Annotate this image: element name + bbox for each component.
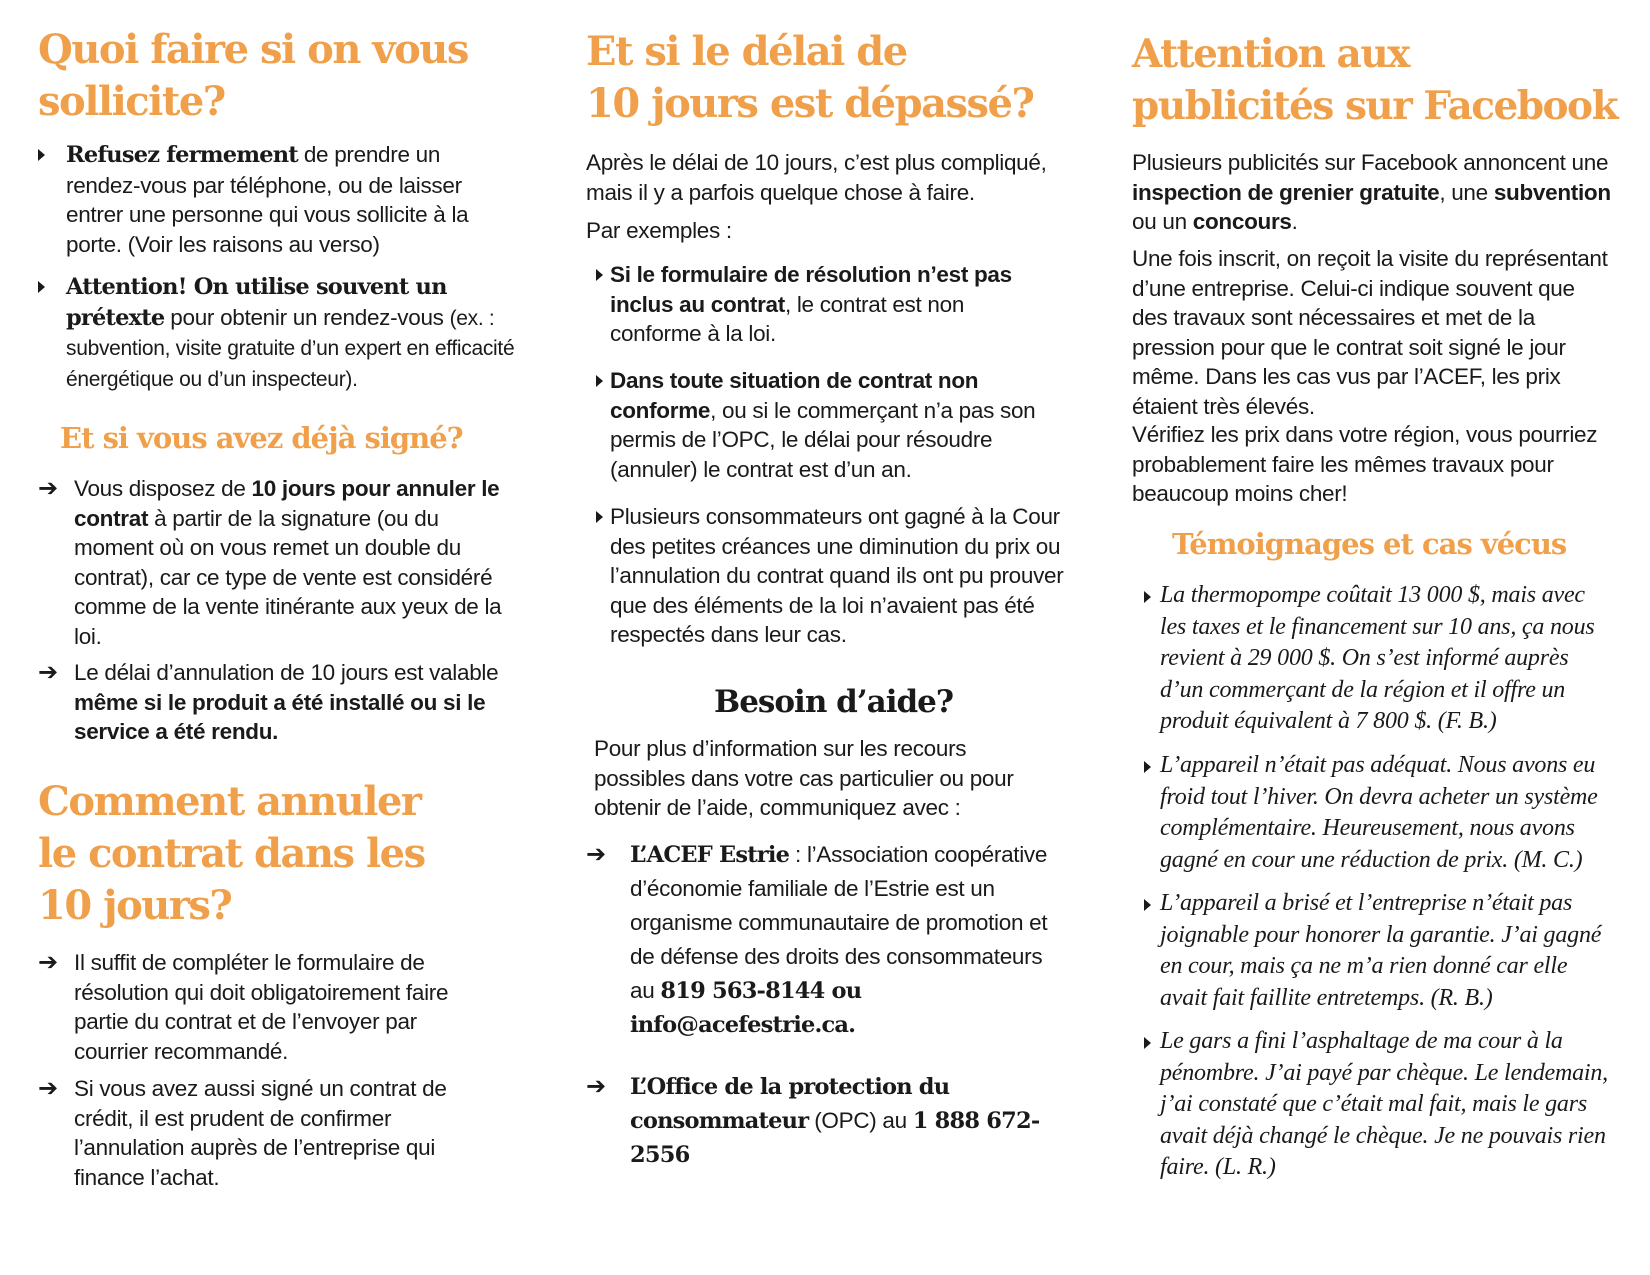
triangle-bullet-icon [38,281,45,293]
arrow-bullet-icon: ➔ [38,948,59,976]
arrow-bullet-icon: ➔ [38,474,59,502]
triangle-bullet-icon [1144,761,1151,773]
intro-text: Après le délai de 10 jours, c’est plus compliqué, mais il y a parfois quelque chose à faire. [586,150,1047,205]
help-title: Besoin d’aide? [714,684,954,720]
solicit-title: Quoi faire si on vous sollicite? [38,26,468,125]
help-intro: Pour plus d’information sur les recours possibles dans votre cas particulier ou pour obtenir de l’aide, communiquez avec : [594,736,1014,820]
facebook-title: Attention aux publicités sur Facebook [1132,31,1618,129]
column-3: Attention aux publicités sur Facebook Plusieurs publicités sur Facebook annoncent une inspection de grenier gratuite, une subvention ou un concours. Une fois inscrit, on reçoit la visite du représentant d’une entreprise. Celui-ci indique souvent que des travaux sont nécessaires et met de la pression pour que le contrat soit signé le jour même. Dans les cas vus par l’ACEF, les prix étaient très élevés. Vérifiez les prix dans votre région, vous pourriez probablement faire les mêmes travaux pour beaucoup moins cher! Témoignages et cas vécus La thermopompe coûtait 13 000 $, mais avec les taxes et le financement sur 10 ans, ça nous revient à 29 000 $. On s’est informé auprès d’un commerçant de la région et il offre un produit équivalent à 7 800 $. (F. B.) L’appareil n’était pas adéquat. Nous avons eu froid tout l’hiver. On devra acheter un système complémentaire. Heureusement, nous avons gagné en cour une réduction de prix. (M. C.) L’appareil a brisé et l’entreprise n’était pas joignable pour honorer la garantie. J’ai gagné en cour, mais ça ne m’a rien donné car elle avait fait faillite entretemps. (R. B.) Le gars a fini l’asphaltage de ma cour à la pénombre. J’ai payé par chèque. Le lendemain, j’ai constaté que c’était mal fait, mais le gars avait déjà changé le chèque. Je ne pouvais rien faire. (L. R.) [1132,0,1632,1275]
cancel-title: Comment annuler le contrat dans les 10 jours? [38,778,425,929]
deadline-title: Et si le délai de 10 jours est dépassé? [586,28,1034,127]
arrow-bullet-icon: ➔ [38,1074,59,1102]
signed-title: Et si vous avez déjà signé? [60,421,463,455]
facebook-paragraph-3: Vérifiez les prix dans votre région, vous pourriez probablement faire les mêmes travaux pour beaucoup moins cher! [1132,422,1598,506]
testimony-title: Témoignages et cas vécus [1172,527,1567,561]
triangle-bullet-icon [596,375,603,387]
column-1: Quoi faire si on vous sollicite? Refusez fermement de prendre un rendez-vous par téléphone, ou de laisser entrer une personne qui vous sollicite à la porte. (Voir les raisons au verso) Attention! On utilise souvent un prétexte pour obtenir un rendez-vous (ex. : subvention, visite gratuite d’un expert en efficacité énergétique ou d’un inspecteur). Et si vous avez déjà signé? ➔ Vous disposez de 10 jours pour annuler le contrat à partir de la signature (ou du moment où on vous remet un double du contrat), car ce type de vente est considéré comme de la vente itinérante aux yeux de la loi. ➔ Le délai d’annulation de 10 jours est valable même si le produit a été installé ou si le service a été rendu. Comment annuler le contrat dans les 10 jours? ➔ Il suffit de compléter le formulaire de résolution qui doit obligatoirement faire partie du contrat et de l’envoyer par courrier recommandé. ➔ Si vous avez aussi signé un contrat de crédit, il est prudent de confirmer l’annulation auprès de l’entreprise qui finance l’achat. [38,26,515,1190]
triangle-bullet-icon [596,511,603,523]
triangle-bullet-icon [596,269,603,281]
column-2: Et si le délai de 10 jours est dépassé? Après le délai de 10 jours, c’est plus compliqué, mais il y a parfois quelque chose à faire. Par exemples : Si le formulaire de résolution n’est pas inclus au contrat, le contrat est non conforme à la loi. Dans toute situation de contrat non conforme, ou si le commerçant n’a pas son permis de l’OPC, le délai pour résoudre (annuler) le contrat est d’un an. Plusieurs consommateurs ont gagné à la Cour des petites créances une diminution du prix ou l’annulation du contrat quand ils ont pu prouver que des éléments de la loi n’avaient pas été respectés dans leur cas. Besoin d’aide? Pour plus d’information sur les recours possibles dans votre cas particulier ou pour obtenir de l’aide, communiquez avec : ➔ L’ACEF Estrie : l’Association coopérative d’économie familiale de l’Estrie est un organisme communautaire de promotion et de défense des droits des consommateurs au 819 563-8144 ou info@acefestrie.ca. ➔ L’Office de la protection du consommateur (OPC) au 1 888 672-2556 [586,0,1086,1275]
triangle-bullet-icon [1144,591,1151,603]
triangle-bullet-icon [1144,1037,1151,1049]
triangle-bullet-icon [1144,899,1151,911]
examples-label: Par exemples : [586,218,732,243]
triangle-bullet-icon [38,149,45,161]
arrow-bullet-icon: ➔ [586,840,607,868]
arrow-bullet-icon: ➔ [586,1072,607,1100]
arrow-bullet-icon: ➔ [38,658,59,686]
facebook-paragraph-2: Une fois inscrit, on reçoit la visite du représentant d’une entreprise. Celui-ci indique souvent que des travaux sont nécessaires et met de la pression pour que le contrat soit signé le jour même. Dans les cas vus par l’ACEF, les prix étaient très élevés. [1132,246,1608,419]
facebook-paragraph-1: Plusieurs publicités sur Facebook annoncent une inspection de grenier gratuite, une subvention ou un concours. [1132,150,1611,234]
